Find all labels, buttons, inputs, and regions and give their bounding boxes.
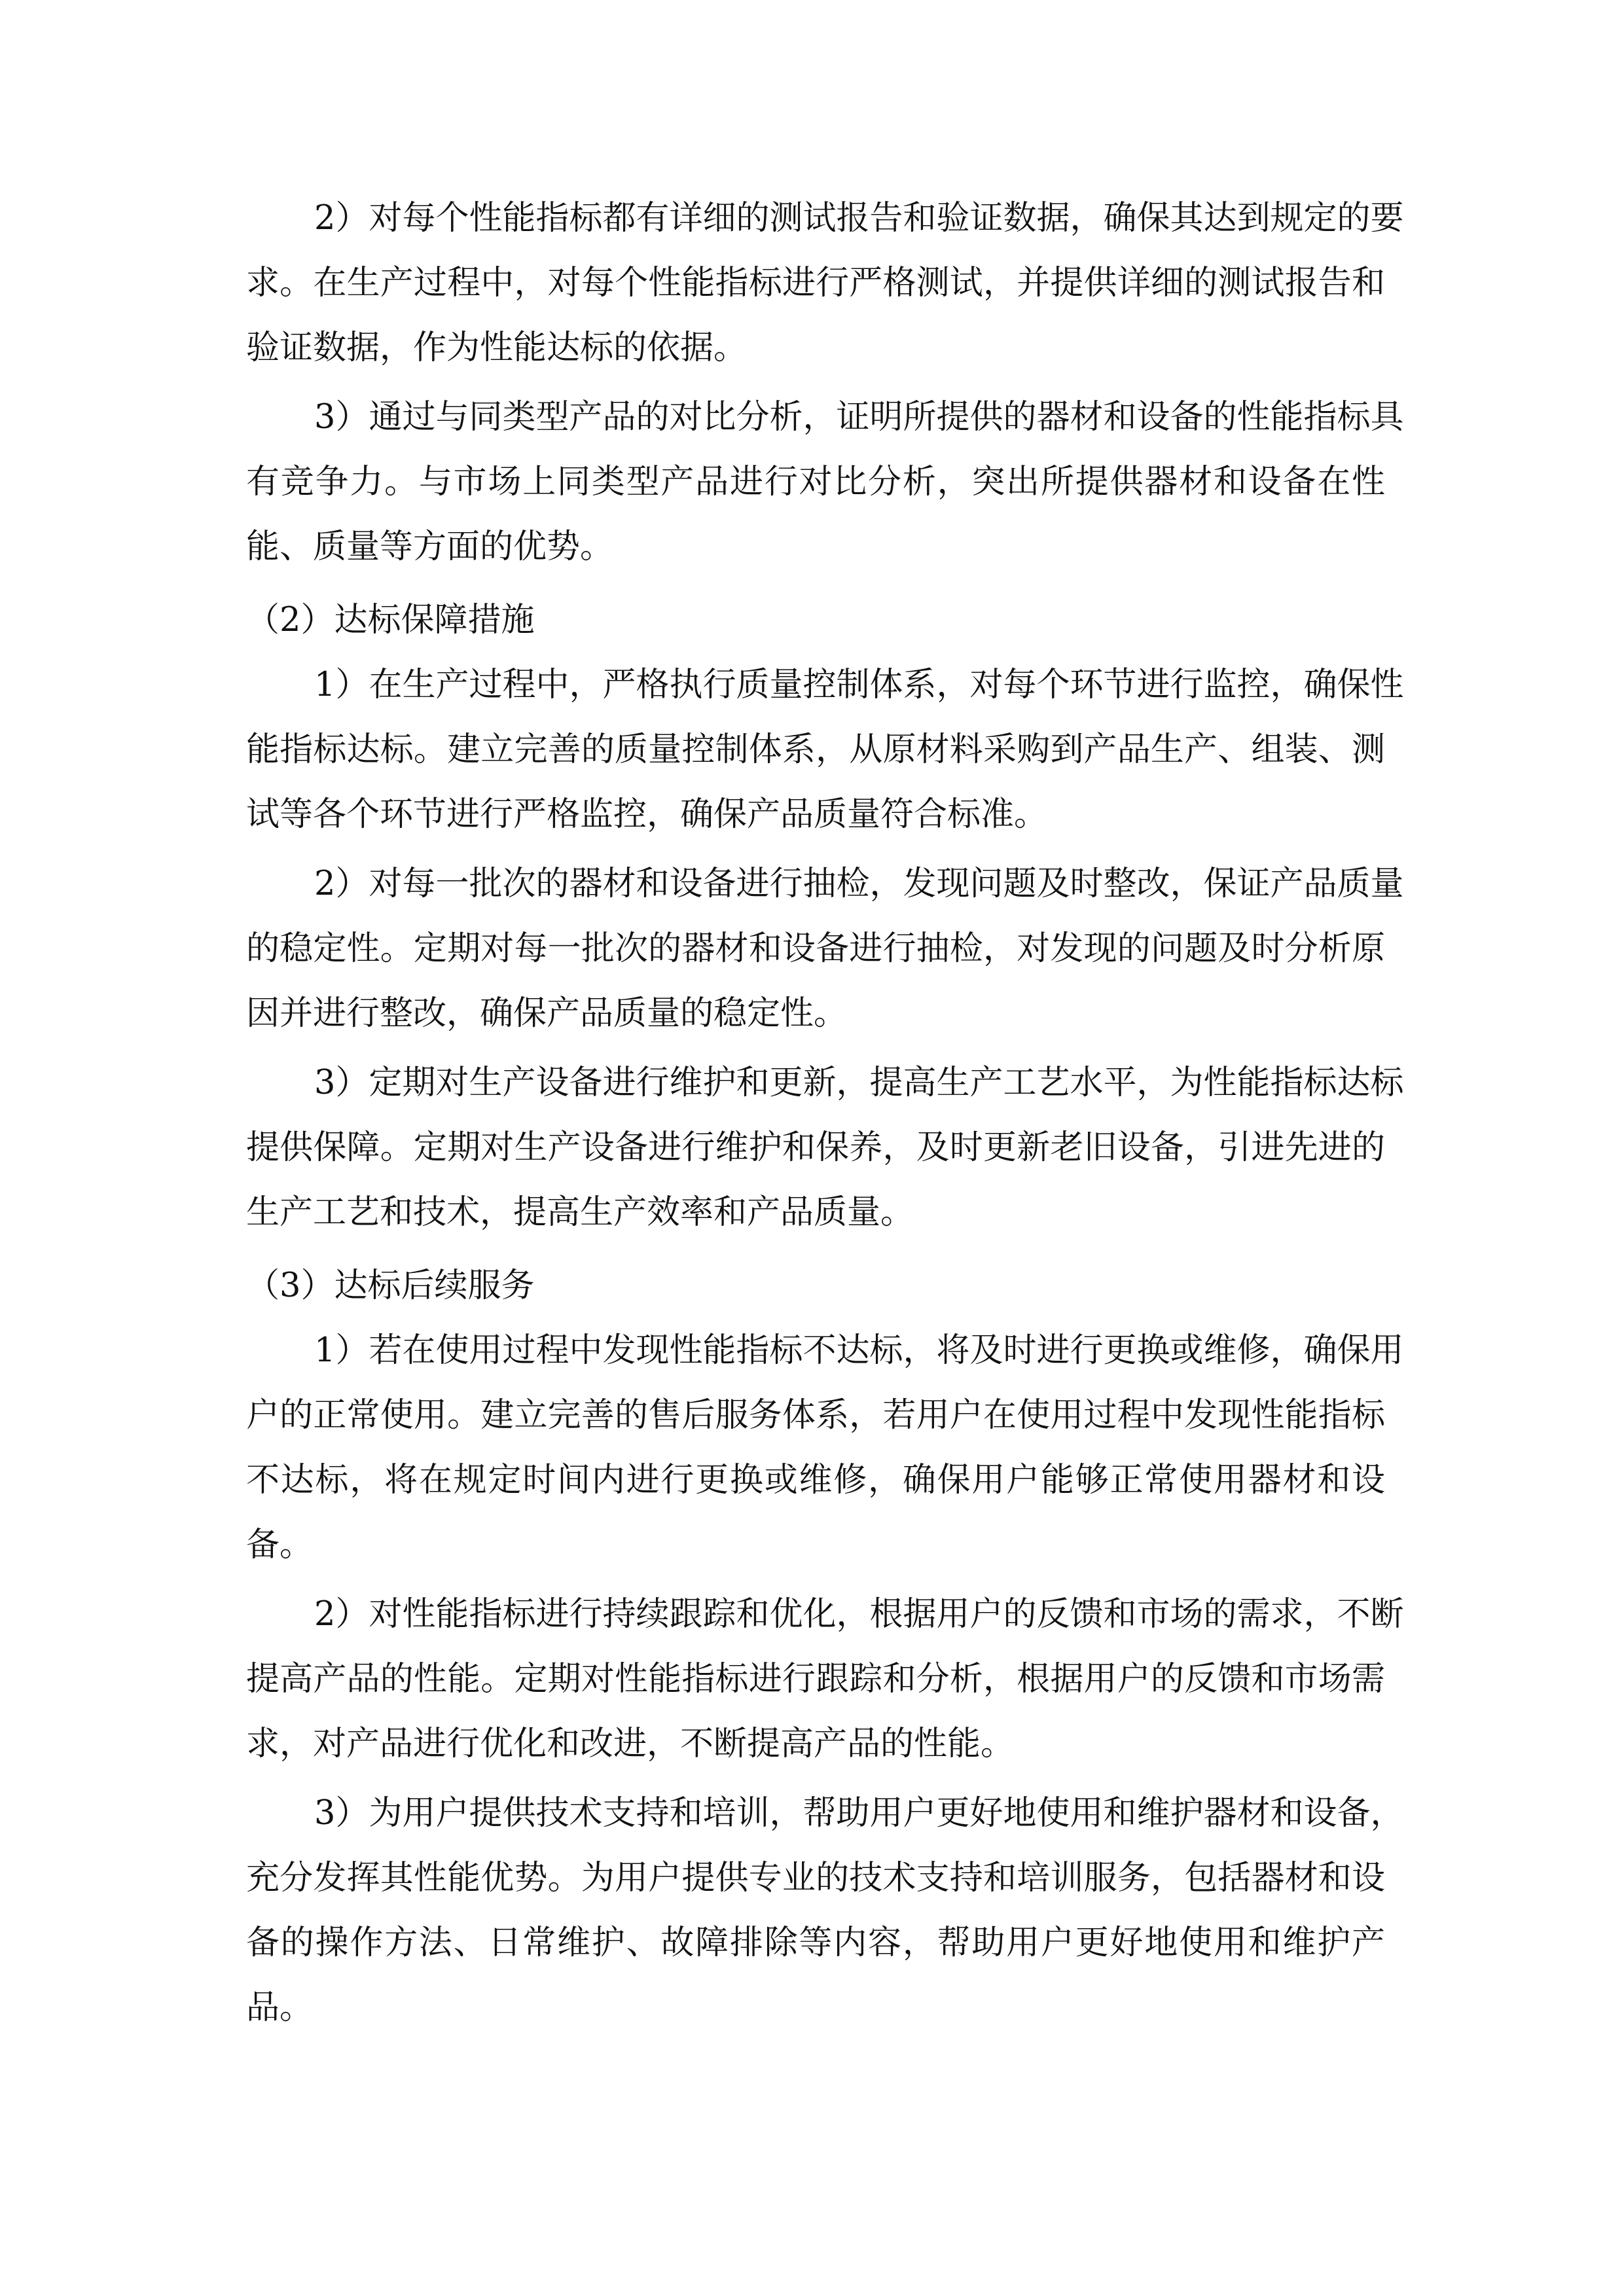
text-line: 的稳定性。定期对每一批次的器材和设备进行抽检，对发现的问题及时分析原 — [246, 929, 1385, 968]
text-line: 户的正常使用。建立完善的售后服务体系，若用户在使用过程中发现性能指标 — [246, 1396, 1385, 1435]
text-line: 能、质量等方面的优势。 — [246, 528, 614, 566]
paragraph — [246, 186, 1404, 380]
paragraph — [246, 1781, 1404, 2040]
text-line: 求。在生产过程中，对每个性能指标进行严格测试，并提供详细的测试报告和 — [246, 264, 1385, 302]
text-line: 求，对产品进行优化和改进，不断提高产品的性能。 — [246, 1725, 1015, 1763]
section-heading — [246, 1253, 1385, 1318]
text-line: 2）对每个性能指标都有详细的测试报告和验证数据，确保其达到规定的要 — [314, 199, 1404, 238]
document-body — [246, 186, 1404, 2045]
paragraph — [246, 653, 1404, 847]
paragraph — [246, 385, 1404, 579]
heading-text: （2）达标保障措施 — [246, 601, 535, 639]
text-line: 备。 — [246, 1526, 314, 1564]
text-line: 试等各个环节进行严格监控，确保产品质量符合标准。 — [246, 795, 1048, 834]
paragraph — [246, 1050, 1404, 1245]
text-line: 能指标达标。建立完善的质量控制体系，从原材料采购到产品生产、组装、测 — [246, 730, 1385, 769]
text-line: 备的操作方法、日常维护、故障排除等内容，帮助用户更好地使用和维护产 — [246, 1924, 1385, 1962]
text-line: 品。 — [246, 1988, 314, 2027]
text-line: 2）对性能指标进行持续跟踪和优化，根据用户的反馈和市场的需求，不断 — [314, 1595, 1404, 1634]
section-heading — [246, 588, 1385, 653]
paragraph — [246, 852, 1404, 1046]
text-line: 3）通过与同类型产品的对比分析，证明所提供的器材和设备的性能指标具 — [314, 398, 1404, 437]
paragraph — [246, 1318, 1404, 1577]
text-line: 验证数据，作为性能达标的依据。 — [246, 329, 748, 367]
text-line: 提高产品的性能。定期对性能指标进行跟踪和分析，根据用户的反馈和市场需 — [246, 1660, 1385, 1698]
text-line: 不达标，将在规定时间内进行更换或维修，确保用户能够正常使用器材和设 — [246, 1461, 1385, 1499]
text-line: 3）定期对生产设备进行维护和更新，提高生产工艺水平，为性能指标达标 — [314, 1064, 1404, 1102]
text-line: 1）在生产过程中，严格执行质量控制体系，对每个环节进行监控，确保性 — [314, 666, 1404, 704]
text-line: 充分发挥其性能优势。为用户提供专业的技术支持和培训服务，包括器材和设 — [246, 1859, 1385, 1897]
text-line: 1）若在使用过程中发现性能指标不达标，将及时进行更换或维修，确保用 — [314, 1331, 1404, 1370]
text-line: 2）对每一批次的器材和设备进行抽检，发现问题及时整改，保证产品质量 — [314, 865, 1404, 903]
text-line: 有竞争力。与市场上同类型产品进行对比分析，突出所提供器材和设备在性 — [246, 463, 1385, 501]
text-line: 因并进行整改，确保产品质量的稳定性。 — [246, 994, 848, 1033]
heading-text: （3）达标后续服务 — [246, 1266, 535, 1305]
text-line: 3）为用户提供技术支持和培训，帮助用户更好地使用和维护器材和设备， — [314, 1794, 1404, 1833]
text-line: 提供保障。定期对生产设备进行维护和保养，及时更新老旧设备，引进先进的 — [246, 1128, 1385, 1167]
paragraph — [246, 1582, 1404, 1776]
text-line: 生产工艺和技术，提高生产效率和产品质量。 — [246, 1193, 914, 1232]
